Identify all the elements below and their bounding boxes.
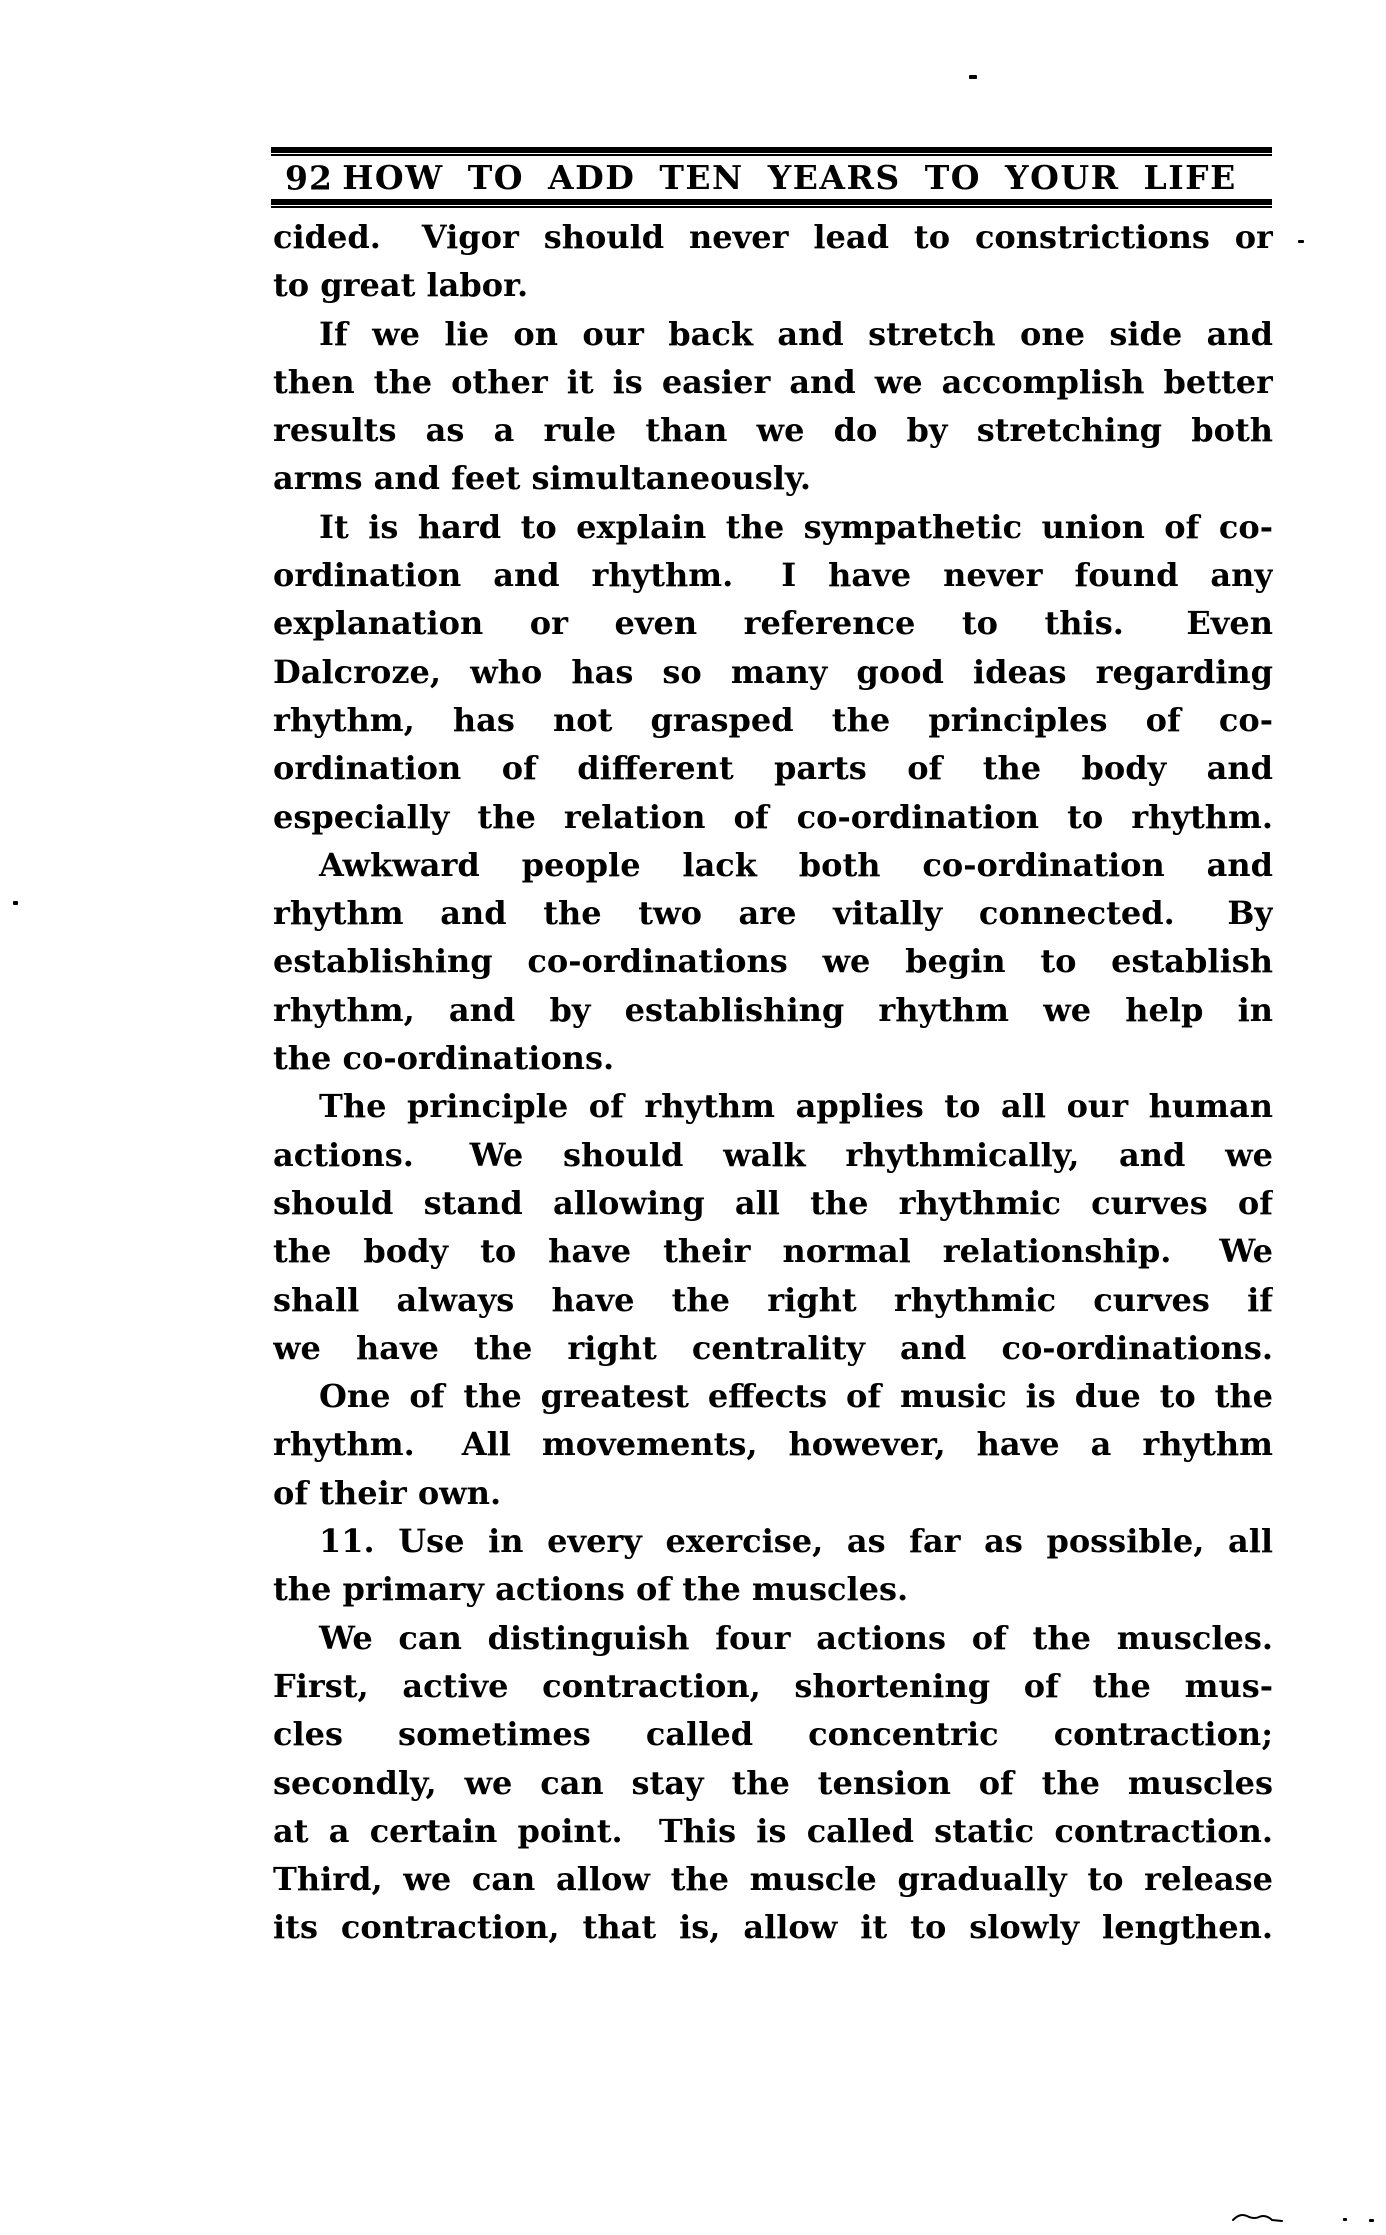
text-line: rhythm, has not grasped the principles of co- xyxy=(273,700,1273,739)
text-line: One of the greatest effects of music is due to the xyxy=(319,1377,1273,1416)
text-line: at a certain point. This is called static contraction. xyxy=(273,1811,1273,1850)
text-line: rhythm and the two are vitally connected. By xyxy=(273,894,1273,933)
text-line: rhythm, and by establishing rhythm we help in xyxy=(273,990,1273,1029)
text-line: the co-ordinations. xyxy=(273,1039,615,1078)
head-line xyxy=(271,156,1272,199)
page-number: 92 xyxy=(285,158,333,197)
text-line: results as a rule than we do by stretching both xyxy=(273,411,1273,450)
text-line: rhythm. All movements, however, have a rhythm xyxy=(273,1425,1273,1464)
text-line: 11. Use in every exercise, as far as possible, all xyxy=(319,1522,1273,1561)
text-line: The principle of rhythm applies to all our human xyxy=(319,1087,1273,1126)
text-line: Awkward people lack both co-ordination and xyxy=(319,845,1273,884)
running-head xyxy=(271,147,1272,208)
head-rule-bottom xyxy=(271,199,1272,208)
text-line: the primary actions of the muscles. xyxy=(273,1570,909,1609)
text-line: should stand allowing all the rhythmic curves of xyxy=(273,1183,1273,1222)
text-line: If we lie on our back and stretch one side and xyxy=(319,314,1273,353)
text-line: the body to have their normal relationship. We xyxy=(273,1232,1273,1271)
text-line: establishing co-ordinations we begin to establish xyxy=(273,942,1273,981)
text-line: of their own. xyxy=(273,1473,502,1512)
text-line: First, active contraction, shortening of the mus- xyxy=(273,1666,1273,1705)
ink-speck xyxy=(1343,2218,1347,2221)
text-line: especially the relation of co-ordination to rhythm. xyxy=(273,797,1273,836)
text-line: cided. Vigor should never lead to constrictions or xyxy=(273,218,1273,256)
text-line: we have the right centrality and co-ordinations. xyxy=(273,1328,1273,1367)
text-line: Third, we can allow the muscle gradually to release xyxy=(273,1860,1273,1899)
text-line: its contraction, that is, allow it to slowly lengthen. xyxy=(273,1908,1273,1947)
ink-speck xyxy=(1369,2219,1374,2222)
text-line: arms and feet simultaneously. xyxy=(273,459,811,498)
text-line: secondly, we can stay the tension of the muscles xyxy=(273,1763,1273,1802)
page-text xyxy=(273,213,1273,1952)
text-line: ordination of different parts of the body and xyxy=(273,749,1273,788)
text-line: cles sometimes called concentric contraction; xyxy=(273,1715,1273,1754)
text-line: then the other it is easier and we accomplish better xyxy=(273,362,1273,401)
pencil-squiggle xyxy=(1232,2212,1284,2223)
text-line: Dalcroze, who has so many good ideas regarding xyxy=(273,652,1273,691)
text-line: shall always have the right rhythmic curves if xyxy=(273,1280,1273,1319)
head-rule-top xyxy=(271,147,1272,156)
ink-speck xyxy=(1298,240,1304,243)
text-line: ordination and rhythm. I have never found any xyxy=(273,556,1273,595)
text-line: It is hard to explain the sympathetic union of co- xyxy=(319,507,1273,546)
ink-speck xyxy=(969,75,977,79)
text-line: We can distinguish four actions of the muscles. xyxy=(319,1618,1273,1657)
text-line: actions. We should walk rhythmically, and we xyxy=(273,1135,1273,1174)
text-line: to great labor. xyxy=(273,266,529,305)
text-line: explanation or even reference to this. Even xyxy=(273,604,1273,643)
ink-speck xyxy=(13,901,18,905)
running-title: HOW TO ADD TEN YEARS TO YOUR LIFE xyxy=(342,158,1237,197)
